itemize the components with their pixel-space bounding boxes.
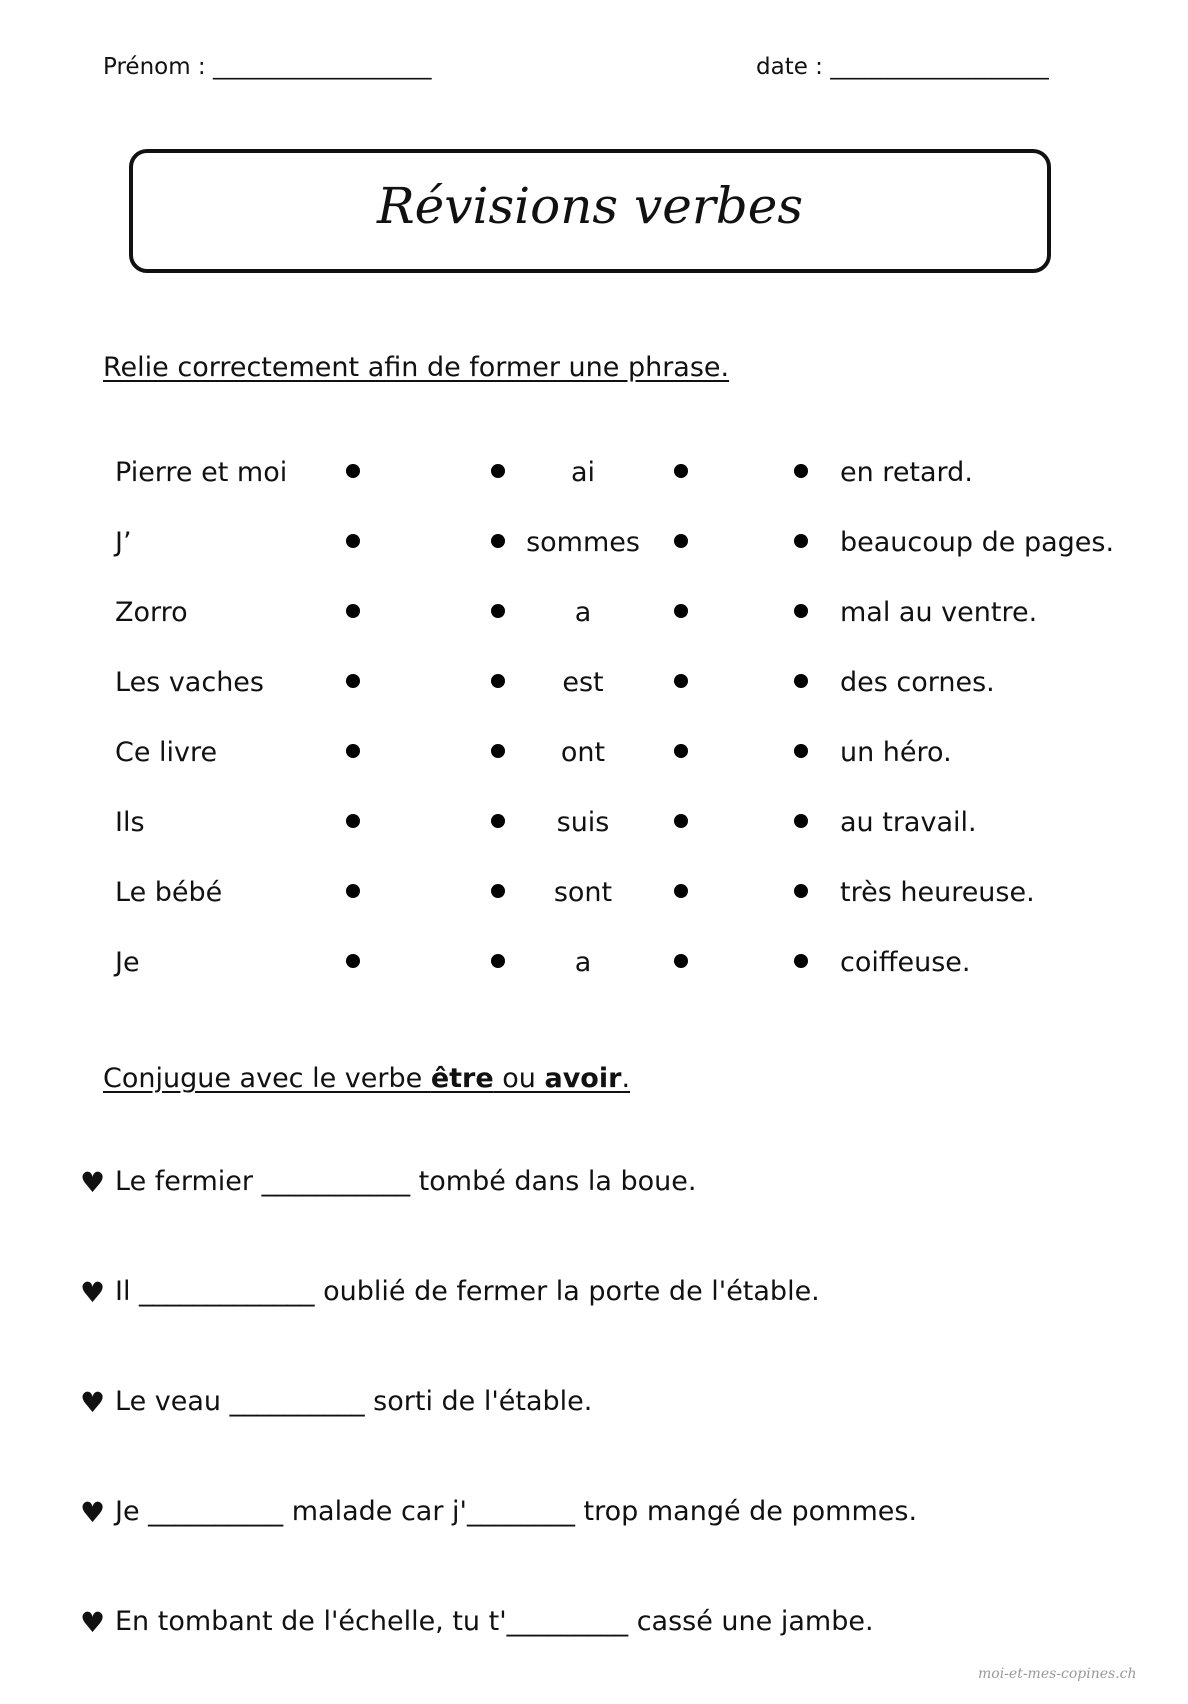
subject-cell: Je [115, 947, 140, 978]
exercise2-instruction [103, 1063, 630, 1094]
subject-dot[interactable] [346, 534, 360, 548]
verb-left-dot[interactable] [491, 744, 505, 758]
verb-right-dot[interactable] [674, 604, 688, 618]
heart-icon: ♥ [80, 1276, 106, 1309]
subject-dot[interactable] [346, 464, 360, 478]
prenom-field[interactable]: Prénom : ___________________ [103, 54, 432, 80]
subject-cell: J’ [115, 527, 132, 558]
heart-icon: ♥ [80, 1166, 106, 1199]
complement-cell: beaucoup de pages. [840, 527, 1115, 558]
subject-dot[interactable] [346, 884, 360, 898]
subject-cell: Les vaches [115, 667, 264, 698]
instruction-prefix: Conjugue avec le verbe [103, 1063, 431, 1094]
verb-cell: suis [556, 807, 610, 838]
subject-dot[interactable] [346, 674, 360, 688]
verb-left-dot[interactable] [491, 954, 505, 968]
subject-dot[interactable] [346, 744, 360, 758]
verb-left-dot[interactable] [491, 814, 505, 828]
complement-dot[interactable] [794, 884, 808, 898]
verb-right-dot[interactable] [674, 464, 688, 478]
complement-cell: coiffeuse. [840, 947, 971, 978]
verb-cell: est [562, 667, 604, 698]
verb-cell: a [574, 947, 592, 978]
complement-cell: très heureuse. [840, 877, 1035, 908]
subject-cell: Zorro [115, 597, 188, 628]
complement-cell: en retard. [840, 457, 973, 488]
verb-left-dot[interactable] [491, 674, 505, 688]
verb-cell: sommes [526, 527, 640, 558]
conjugation-sentence[interactable]: Le fermier ___________ tombé dans la boue. [115, 1166, 697, 1197]
complement-dot[interactable] [794, 604, 808, 618]
verb-left-dot[interactable] [491, 464, 505, 478]
complement-cell: mal au ventre. [840, 597, 1038, 628]
verb-right-dot[interactable] [674, 884, 688, 898]
conjugation-sentence[interactable]: En tombant de l'échelle, tu t'_________ cassé une jambe. [115, 1606, 874, 1637]
complement-cell: des cornes. [840, 667, 995, 698]
instruction-middle: ou [493, 1063, 545, 1094]
verb-left-dot[interactable] [491, 884, 505, 898]
exercise1-instruction: Relie correctement afin de former une phrase. [103, 352, 730, 383]
heart-icon: ♥ [80, 1496, 106, 1529]
subject-cell: Le bébé [115, 877, 223, 908]
complement-dot[interactable] [794, 954, 808, 968]
verb-right-dot[interactable] [674, 744, 688, 758]
verb-cell: ai [570, 457, 596, 488]
complement-dot[interactable] [794, 674, 808, 688]
verb-cell: a [574, 597, 592, 628]
heart-icon: ♥ [80, 1386, 106, 1419]
verb-right-dot[interactable] [674, 534, 688, 548]
conjugation-sentence[interactable]: Je __________ malade car j'________ trop mangé de pommes. [115, 1496, 918, 1527]
verb-left-dot[interactable] [491, 604, 505, 618]
verb-cell: ont [560, 737, 606, 768]
complement-dot[interactable] [794, 534, 808, 548]
complement-dot[interactable] [794, 744, 808, 758]
date-field[interactable]: date : ___________________ [756, 54, 1049, 80]
verb-right-dot[interactable] [674, 814, 688, 828]
verb-avoir: avoir [544, 1063, 622, 1094]
title-box [129, 149, 1051, 273]
subject-cell: Ils [115, 807, 145, 838]
subject-dot[interactable] [346, 814, 360, 828]
verb-right-dot[interactable] [674, 674, 688, 688]
subject-cell: Pierre et moi [115, 457, 288, 488]
subject-cell: Ce livre [115, 737, 218, 768]
complement-dot[interactable] [794, 464, 808, 478]
heart-icon: ♥ [80, 1606, 106, 1639]
verb-right-dot[interactable] [674, 954, 688, 968]
verb-etre: être [430, 1063, 494, 1094]
complement-dot[interactable] [794, 814, 808, 828]
verb-cell: sont [553, 877, 613, 908]
watermark: moi-et-mes-copines.ch [978, 1666, 1137, 1682]
verb-left-dot[interactable] [491, 534, 505, 548]
instruction-suffix: . [621, 1063, 631, 1094]
page-title: Révisions verbes [377, 177, 803, 235]
conjugation-sentence[interactable]: Le veau __________ sorti de l'étable. [115, 1386, 593, 1417]
conjugation-sentence[interactable]: Il _____________ oublié de fermer la porte de l'étable. [115, 1276, 820, 1307]
complement-cell: un héro. [840, 737, 952, 768]
subject-dot[interactable] [346, 954, 360, 968]
complement-cell: au travail. [840, 807, 977, 838]
subject-dot[interactable] [346, 604, 360, 618]
